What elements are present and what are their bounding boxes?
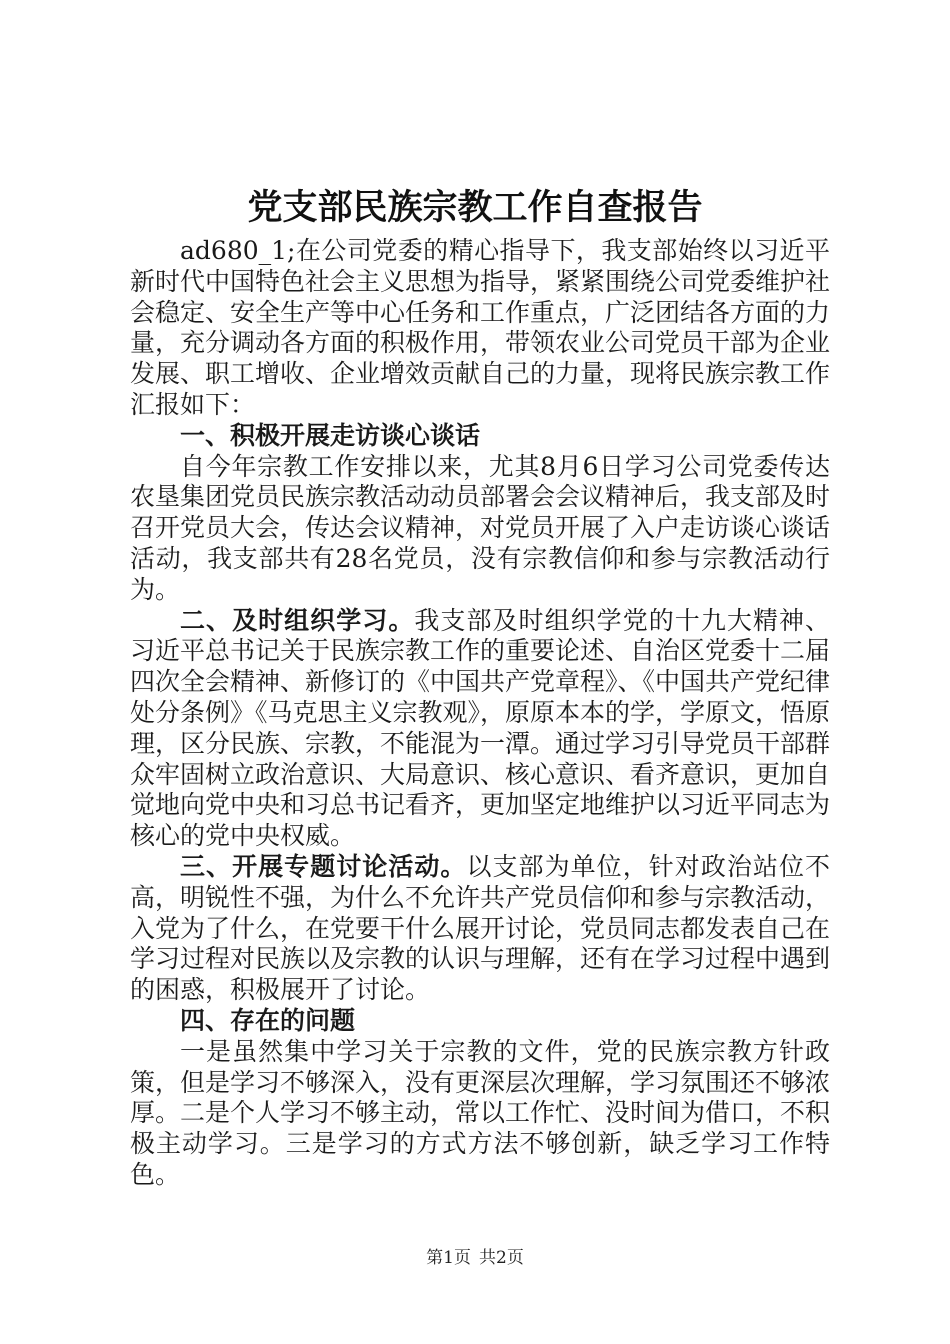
intro-paragraph: ad680_1;在公司党委的精心指导下，我支部始终以习近平新时代中国特色社会主义思想为指导，紧紧围绕公司党委维护社会稳定、安全生产等中心任务和工作重点，广泛团结各方面的力量，充分调动各方面的积极作用，带领农业公司党员干部为企业发展、职工增收、企业增效贡献自己的力量，现将民族宗教工作汇报如下： (130, 236, 831, 419)
page-total: 共2页 (479, 1248, 524, 1268)
section-4-paragraph: 一是虽然集中学习关于宗教的文件，党的民族宗教方针政策，但是学习不够深入，没有更深层次理解，学习氛围还不够浓厚。二是个人学习不够主动，常以工作忙、没时间为借口，不积极主动学习。三是学习的方式方法不够创新，缺乏学习工作特色。 (130, 1036, 831, 1189)
section-3-text: 以支部为单位，针对政治站位不高，明锐性不强，为什么不允许共产党员信仰和参与宗教活动，入党为了什么，在党要干什么展开讨论，党员同志都发表自己在学习过程对民族以及宗教的认识与理解，还有在学习过程中遇到的困惑，积极展开了讨论。 (130, 851, 831, 1005)
section-4-heading: 四、存在的问题 (180, 1005, 356, 1035)
section-1-heading: 一、积极开展走访谈心谈话 (180, 420, 481, 450)
page-number: 第1页 (426, 1248, 471, 1268)
section-2-text: 我支部及时组织学党的十九大精神、习近平总书记关于民族宗教工作的重要论述、自治区党委十二届四次全会精神、新修订的《中国共产党章程》、《中国共产党纪律处分条例》《马克思主义宗教观》，原原本本的学，学原文，悟原理，区分民族、宗教，不能混为一潭。通过学习引导党员干部群众牢固树立政治意识、大局意识、核心意识、看齐意识，更加自觉地向党中央和习总书记看齐，更加坚定地维护以习近平同志为核心的党中央权威。 (130, 605, 831, 851)
section-3-heading: 三、开展专题讨论活动。 (180, 851, 467, 881)
section-2-paragraph (130, 606, 830, 852)
document-title: 党支部民族宗教工作自查报告 (247, 187, 703, 228)
document-body (130, 236, 830, 1191)
section-2-heading: 二、及时组织学习。 (180, 605, 415, 635)
section-1-paragraph: 自今年宗教工作安排以来，尤其8月6日学习公司党委传达农垦集团党员民族宗教活动动员部署会会议精神后，我支部及时召开党员大会，传达会议精神，对党员开展了入户走访谈心谈话活动，我支部共有28名党员，没有宗教信仰和参与宗教活动行为。 (130, 451, 831, 604)
page-footer (0, 1243, 950, 1268)
section-3-paragraph (130, 852, 830, 1006)
